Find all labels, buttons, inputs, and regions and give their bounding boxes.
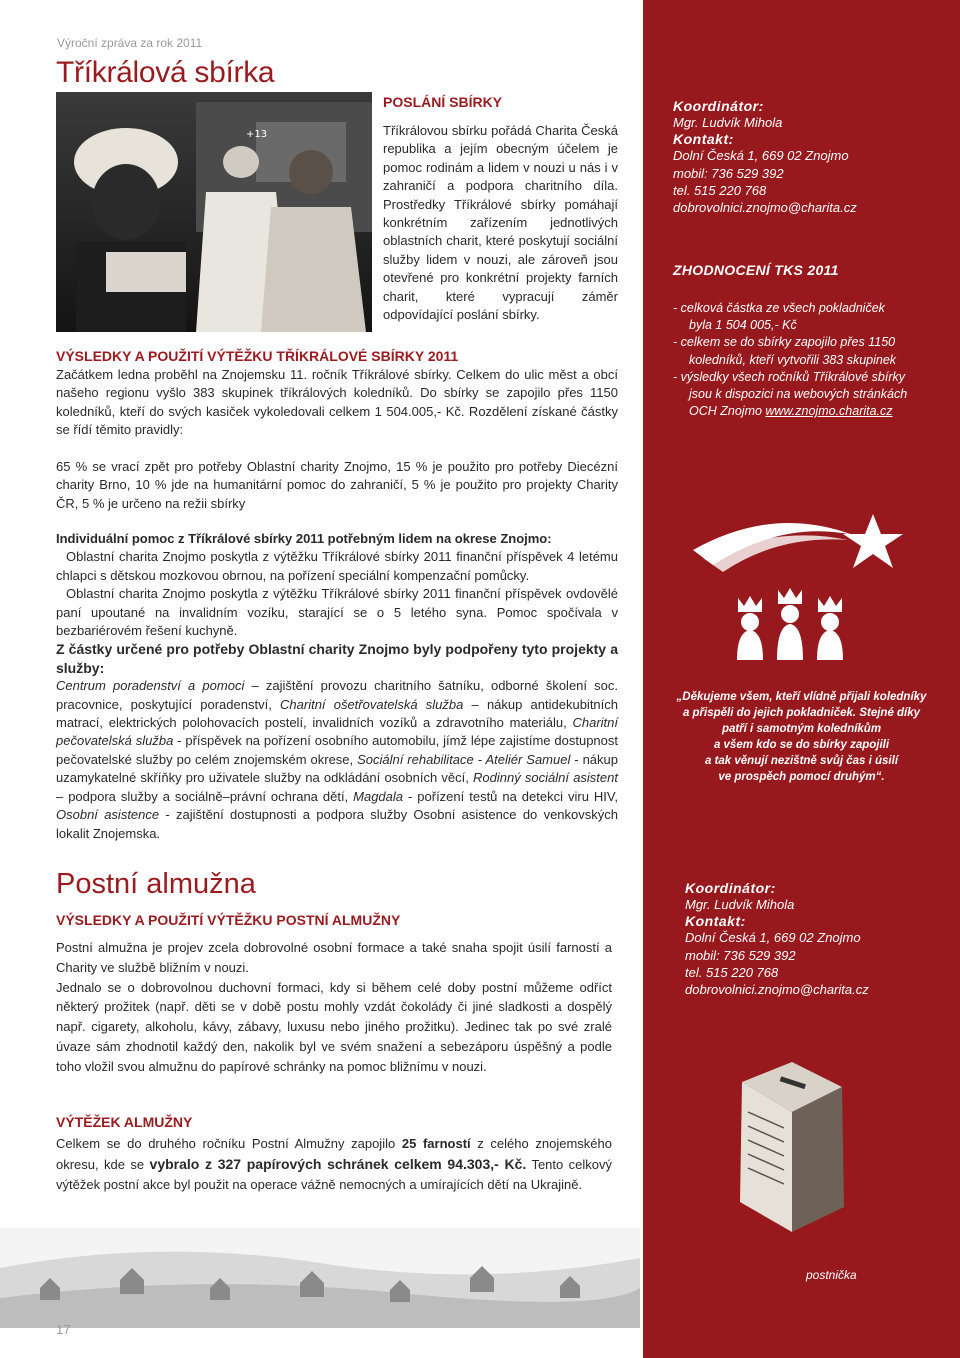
email-link[interactable]: dobrovolnici.znojmo@charita.cz xyxy=(673,200,857,216)
address: Dolní Česká 1, 669 02 Znojmo xyxy=(673,148,849,164)
mission-heading: POSLÁNÍ SBÍRKY xyxy=(383,94,503,110)
box-caption: postnička xyxy=(806,1268,857,1282)
results-text: Začátkem ledna proběhl na Znojemsku 11. ročník Tříkrálové sbírky. Celkem do ulic měst a obcí našeho regionu vyšlo 383 skupinek tříkrálových koledníků. Do sbírky se zapojilo přes 1150 koledníků, kteří do svých kasiček vykoledovali celkem 1 504.005,- Kč. Rozdělení získané částky se řídí těmito pravidly: xyxy=(56,367,618,438)
svg-text:+13: +13 xyxy=(246,129,268,140)
three-crowns-icon xyxy=(737,588,843,660)
project-desc: - příspěvek na pořízení osobního automobilu, jímž lépe zajistíme dostupnost pečovatelské služby po celém znojemském okrese, xyxy=(56,733,618,767)
contact-block xyxy=(673,98,857,216)
summary-list xyxy=(673,300,943,420)
sidebar xyxy=(643,0,960,1358)
alms-results-heading: VÝSLEDKY A POUŽITÍ VÝTĚŽKU POSTNÍ ALMUŽNY xyxy=(56,912,401,928)
help-heading: Individuální pomoc z Tříkrálové sbírky 2011 potřebným lidem na okrese Znojmo: xyxy=(56,531,552,546)
project-desc: – nákup antidekubitních matrací, elektrických polohovacích postelí, invalidních vozíků a zdravotního materiálu, xyxy=(56,696,618,731)
summary-line: - celková částka ze všech pokladniček xyxy=(673,301,885,315)
summary-line xyxy=(673,403,943,420)
yield-part: z celého znojemského okresu, kde se xyxy=(56,1136,612,1172)
results-heading: VÝSLEDKY A POUŽITÍ VÝTĚŽKU TŘÍKRÁLOVÉ SBÍRKY 2011 xyxy=(56,348,459,364)
project-name: Sociální rehabilitace - Ateliér Samuel xyxy=(357,751,571,767)
project-desc: - pořízení testů na detekci viru HIV, xyxy=(403,788,618,804)
yield-highlight: vybralo z 327 papírových schránek celkem 94.303,- Kč. xyxy=(149,1156,527,1172)
project-name: Charitní ošetřovatelská služba xyxy=(280,696,464,712)
quote-line: a všem kdo se do sbírky zapojili xyxy=(713,739,890,751)
yield-part: Celkem se do druhého ročníku Postní Almužny zapojilo xyxy=(56,1136,402,1151)
alms-paragraph: Postní almužna je projev zcela dobrovolné osobní formace a také snaha spojit úsilí farností a Charity ve službě bližním v nouzi. xyxy=(56,940,612,975)
contact-block xyxy=(685,880,869,998)
mobile: mobil: 736 529 392 xyxy=(685,947,796,963)
project-desc: – zajištění provozu charitního šatníku, odborné školení soc. pracovnice, poskytující poradenství, xyxy=(56,678,618,712)
village-illustration xyxy=(0,1228,640,1328)
phone: tel. 515 220 768 xyxy=(685,964,779,980)
coordinator-name: Mgr. Ludvík Mihola xyxy=(673,115,783,130)
quote-line: „Děkujeme všem, kteří vlídně přijali koledníky xyxy=(676,691,927,703)
yield-text xyxy=(56,1134,612,1195)
section-title: Postní almužna xyxy=(56,868,256,900)
alms-text xyxy=(56,938,612,1077)
summary-line: koledníků, kteří vytvořili 383 skupinek xyxy=(689,352,897,367)
alms-box-photo xyxy=(722,1042,854,1232)
summary-text: OCH Znojmo xyxy=(689,404,766,419)
individual-help-block xyxy=(56,530,618,843)
projects-paragraph xyxy=(56,677,618,843)
summary-heading: ZHODNOCENÍ TKS 2011 xyxy=(673,262,839,278)
summary-line: byla 1 504 005,- Kč xyxy=(689,318,797,333)
alms-paragraph: Jednalo se o dobrovolnou duchovní formaci, kdy si během celé doby postní můžeme odříct některý prožitek (např. děti se v době postu mohly vzdát čokolády či jiné sladkosti a dospělý např. cigarety, alkoholu, kávy, zábavy, luxusu nebo jiného prožitku). Jedinec tak po své zralé úvaze sám zhodnotil každý den, nakolik byl ve svém snažení a sebezáporu úspěšný a podle toho vložil svou almužnu do papírové schránky na pomoc bližnímu v nouzi. xyxy=(56,979,612,1074)
yield-part: Tento celkový výtěžek postní akce byl použit na operace vážně nemocných a umírajících dětí na Ukrajině. xyxy=(56,1157,613,1192)
quote-line: a tak věnují nezištně svůj čas i úsilí xyxy=(704,755,899,767)
coordinator-name: Mgr. Ludvík Mihola xyxy=(685,897,795,912)
email-link[interactable]: dobrovolnici.znojmo@charita.cz xyxy=(685,982,869,998)
help-paragraph: Oblastní charita Znojmo poskytla z výtěžku Tříkrálové sbírky 2011 finanční příspěvek ovdovělé paní upoutané na invalidním vozíku, starající se o 5 letého syna. Pomoc spočívala v bezbariérovém řešení kuchyně. xyxy=(56,586,618,639)
quote-line: a přispěli do jejich pokladniček. Stejné díky xyxy=(682,707,921,719)
distribution-text: 65 % se vrací zpět pro potřeby Oblastní charity Znojmo, 15 % je použito pro potřeby Diecézní charity Brno, 10 % jde na humanitární pomoc do zahraničí, 5 % je použito pro projekty Charity ČR, 5 % je určeno na režii sbírky xyxy=(56,459,618,511)
project-name: Magdala xyxy=(353,788,404,804)
contact-label: Kontakt: xyxy=(673,131,734,148)
mobile: mobil: 736 529 392 xyxy=(673,165,784,181)
summary-line: - celkem se do sbírky zapojilo přes 1150 xyxy=(673,335,896,350)
thanks-quote xyxy=(643,689,960,785)
project-desc: - zajištění dostupnosti a podpora služby Osobní asistence do venkovských lokalit Znojemska. xyxy=(56,807,618,841)
summary-line: - výsledky všech ročníků Tříkrálové sbírky xyxy=(673,369,906,384)
quote-line: ve prospěch pomocí druhým“. xyxy=(718,771,885,783)
section-title: Tříkrálová sbírka xyxy=(56,56,275,89)
yield-heading: VÝTĚŽEK ALMUŽNY xyxy=(56,1114,193,1130)
website-link[interactable]: www.znojmo.charita.cz xyxy=(765,404,893,419)
phone: tel. 515 220 768 xyxy=(673,182,767,198)
project-name: Centrum poradenství a pomoci xyxy=(56,678,245,694)
running-header: Výroční zpráva za rok 2011 xyxy=(57,36,203,50)
mission-text: Tříkrálovou sbírku pořádá Charita Česká republika a jejím obecným účelem je pomoc rodinám a lidem v nouzi u nás i v zahraničí a podpora charitního díla. Prostředky Tříkrálové sbírky pomáhají konkrétním zařízením jednotlivých oblastních charit, které poskytují sociální služby lidem v nouzi, ale zároveň jsou otevřené pro konkrétní projekty farních charit, které vypracují záměr odpovídající poslání sbírky. xyxy=(383,123,618,323)
three-kings-photo xyxy=(56,92,372,332)
comet-star-icon xyxy=(683,510,923,660)
contact-label: Kontakt: xyxy=(685,913,746,930)
project-desc: - nákup uzamykatelné skříňky pro uživatele služby na odkládání osobních věcí, xyxy=(56,751,618,786)
page-number: 17 xyxy=(56,1322,71,1337)
project-desc: – podpora služby a sociálně–právní ochrana dětí, xyxy=(56,788,354,804)
project-name: Charitní pečovatelská služba xyxy=(56,715,618,749)
yield-highlight: 25 farností xyxy=(401,1136,471,1151)
quote-line: patří i samotným koledníkům xyxy=(721,723,882,735)
project-name: Osobní asistence xyxy=(56,807,160,823)
summary-line: jsou k dispozici na webových stránkách xyxy=(689,387,908,402)
projects-heading: Z částky určené pro potřeby Oblastní charity Znojmo byly podpořeny tyto projekty a služby: xyxy=(56,641,618,676)
project-name: Rodinný sociální asistent xyxy=(473,770,618,786)
address: Dolní Česká 1, 669 02 Znojmo xyxy=(685,930,861,946)
coordinator-label: Koordinátor: xyxy=(673,98,764,114)
help-paragraph: Oblastní charita Znojmo poskytla z výtěžku Tříkrálové sbírky 2011 finanční příspěvek 4 letému chlapci s dětskou mozkovou obrnou, na pořízení speciální kompenzační pomůcky. xyxy=(56,549,618,583)
coordinator-label: Koordinátor: xyxy=(685,880,776,896)
